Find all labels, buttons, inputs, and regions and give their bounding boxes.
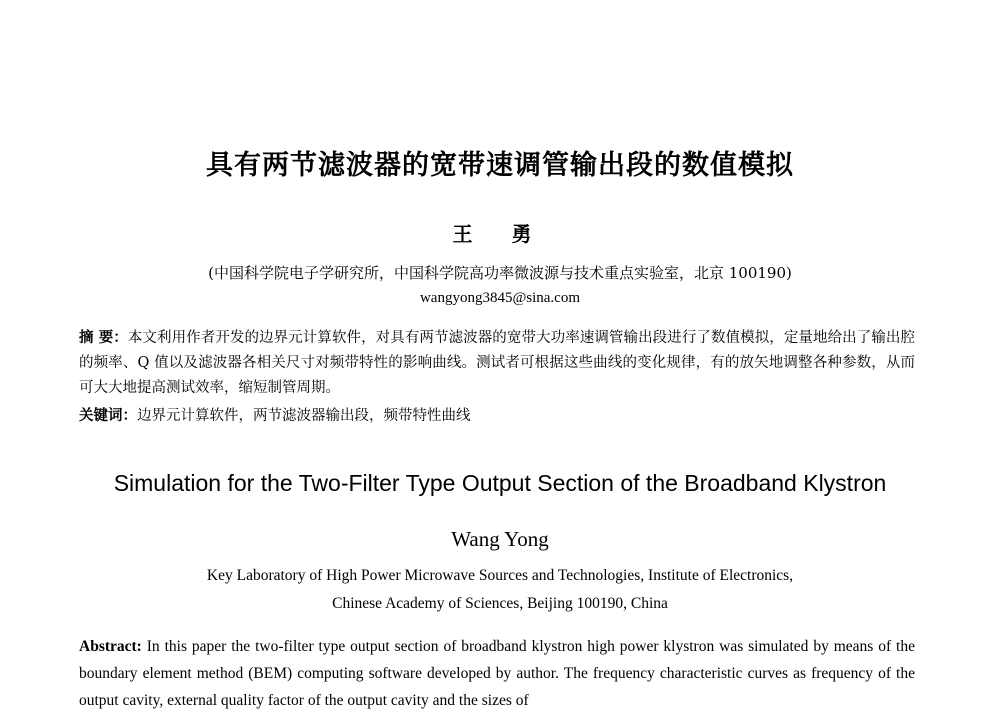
abstract-zh xyxy=(79,326,915,401)
abstract-en-label: Abstract: xyxy=(79,638,142,655)
abstract-zh-label: 摘 要： xyxy=(79,330,128,346)
keywords-zh-label: 关键词： xyxy=(79,408,137,424)
affiliation-en-line: Key Laboratory of High Power Microwave Sources and Technologies, Institute of Electronics, xyxy=(206,567,794,584)
author-email: wangyong3845@sina.com xyxy=(419,290,581,306)
affiliation-zh: (中国科学院电子学研究所，中国科学院高功率微波源与技术重点实验室，北京 100190) xyxy=(208,264,792,282)
keywords-zh-text: 边界元计算软件，两节滤波器输出段，频带特性曲线 xyxy=(137,408,471,424)
abstract-en xyxy=(79,633,915,714)
affiliation-en-line: Chinese Academy of Sciences, Beijing 100190, China xyxy=(332,595,668,612)
author-name-en: Wang Yong xyxy=(451,527,549,551)
abstract-en-text: In this paper the two-filter type output section of broadband klystron high power klystron was simulated by means of the boundary element method (BEM) computing software developed by author. The frequency characteristic curves as frequency of the output cavity, external quality factor of the output cavity and the sizes of xyxy=(79,638,915,709)
author-name-zh: 王 勇 xyxy=(452,222,548,246)
abstract-zh-text: 本文利用作者开发的边界元计算软件，对具有两节滤波器的宽带大功率速调管输出段进行了数值模拟，定量地给出了输出腔的频率、Q 值以及滤波器各相关尺寸对频带特性的影响曲线。测试者可根据这些曲线的变化规律，有的放矢地调整各种参数，从而可大大地提高测试效率，缩短制管周期。 xyxy=(79,330,915,396)
paper-title-zh: 具有两节滤波器的宽带速调管输出段的数值模拟 xyxy=(206,150,794,181)
keywords-zh xyxy=(79,404,915,429)
paper-title-en: Simulation for the Two-Filter Type Output Section of the Broadband Klystron xyxy=(113,470,887,496)
